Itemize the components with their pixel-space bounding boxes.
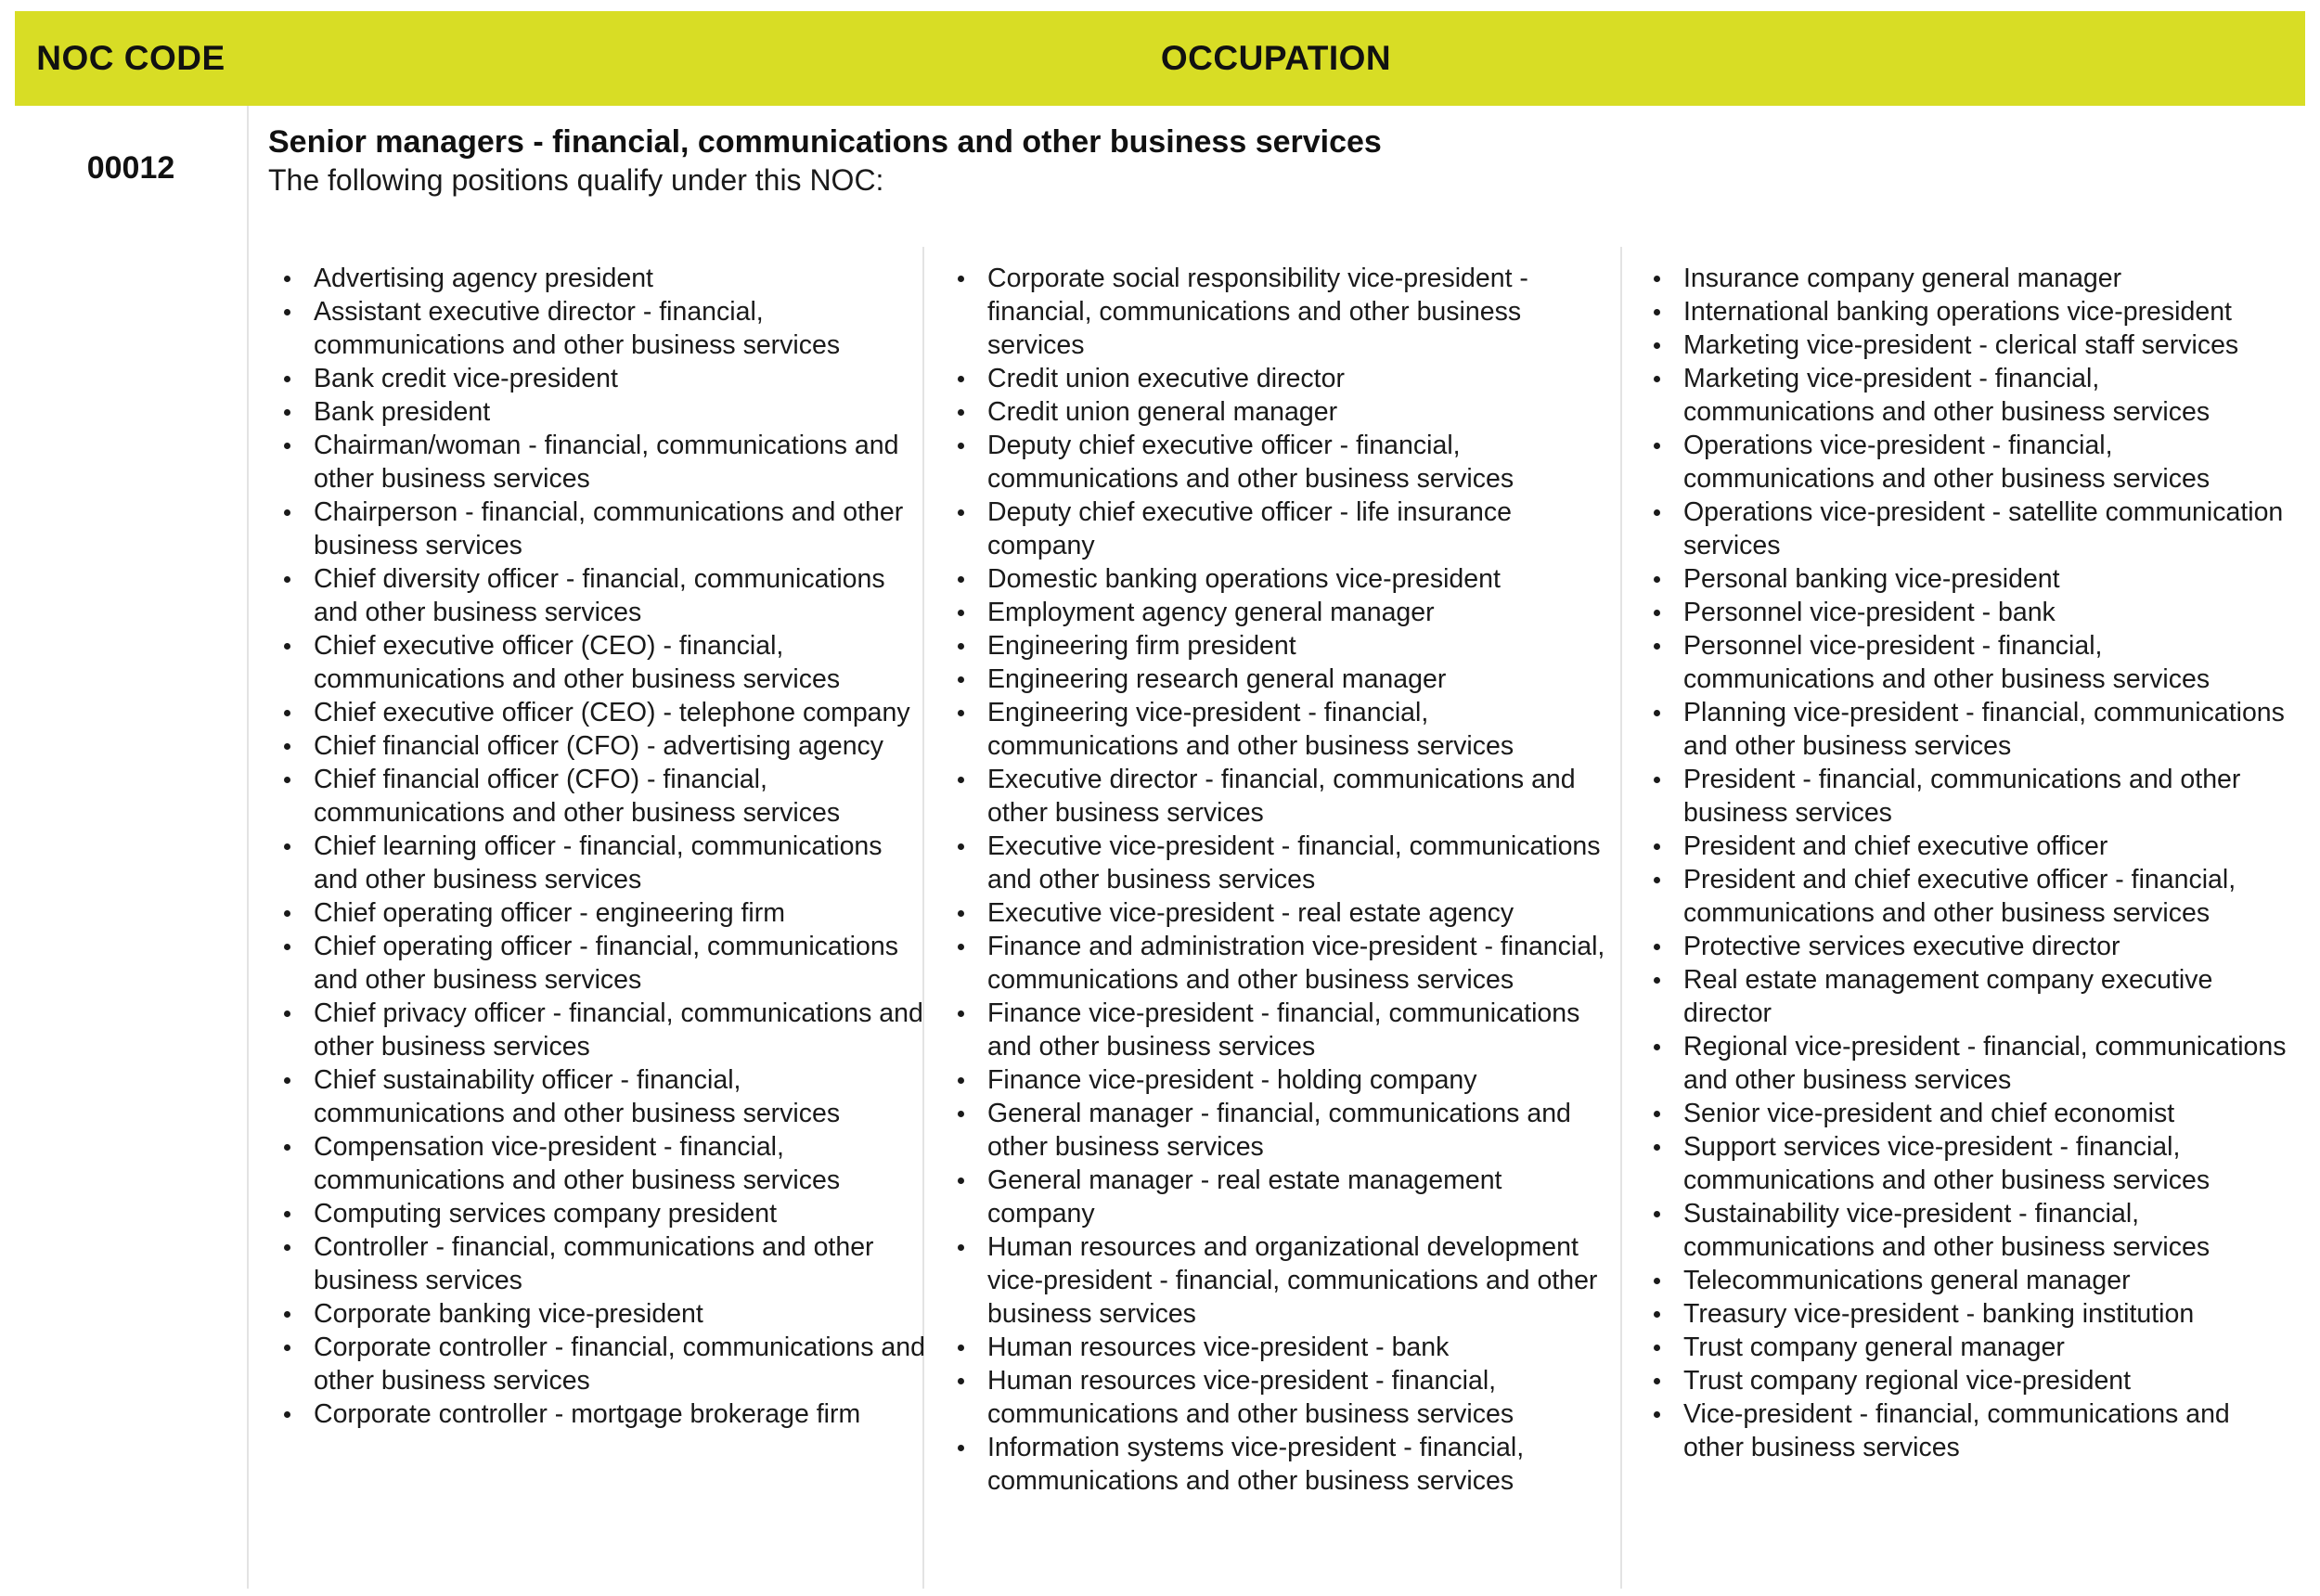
position-item: Chief operating officer - engineering firm <box>273 896 932 930</box>
positions-column-2 <box>947 262 1605 1498</box>
position-item: Engineering vice-president - financial, communications and other business services <box>947 696 1605 763</box>
position-item: General manager - financial, communications and other business services <box>947 1097 1605 1164</box>
position-item: Chief operating officer - financial, communications and other business services <box>273 930 932 997</box>
position-item: Personnel vice-president - bank <box>1643 596 2292 629</box>
position-item: Marketing vice-president - financial, communications and other business services <box>1643 362 2292 429</box>
position-item: Chief diversity officer - financial, communications and other business services <box>273 562 932 629</box>
position-item: Assistant executive director - financial, communications and other business services <box>273 295 932 362</box>
position-item: Controller - financial, communications and other business services <box>273 1230 932 1297</box>
position-item: Finance and administration vice-president - financial, communications and other business services <box>947 930 1605 997</box>
positions-column-1 <box>273 262 932 1431</box>
position-item: Chairperson - financial, communications and other business services <box>273 496 932 562</box>
position-item: Chief executive officer (CEO) - financial, communications and other business services <box>273 629 932 696</box>
noc-code-value: 00012 <box>86 150 175 186</box>
position-item: Chief executive officer (CEO) - telephone company <box>273 696 932 729</box>
position-item: Information systems vice-president - financial, communications and other business services <box>947 1431 1605 1498</box>
position-item: General manager - real estate management company <box>947 1164 1605 1230</box>
position-item: Trust company general manager <box>1643 1331 2292 1364</box>
position-item: Trust company regional vice-president <box>1643 1364 2292 1397</box>
position-item: Deputy chief executive officer - financial, communications and other business services <box>947 429 1605 496</box>
table-body <box>15 106 2305 1589</box>
position-item: Credit union executive director <box>947 362 1605 395</box>
position-item: Human resources and organizational development vice-president - financial, communications and other business services <box>947 1230 1605 1331</box>
position-item: Corporate social responsibility vice-president - financial, communications and other business services <box>947 262 1605 362</box>
position-item: International banking operations vice-president <box>1643 295 2292 328</box>
position-item: Telecommunications general manager <box>1643 1264 2292 1297</box>
position-item: Treasury vice-president - banking institution <box>1643 1297 2292 1331</box>
position-item: Engineering firm president <box>947 629 1605 663</box>
position-item: Chief financial officer (CFO) - financial, communications and other business services <box>273 763 932 830</box>
position-item: Engineering research general manager <box>947 663 1605 696</box>
position-item: Executive vice-president - financial, communications and other business services <box>947 830 1605 896</box>
position-item: Corporate controller - financial, communications and other business services <box>273 1331 932 1397</box>
position-item: Human resources vice-president - bank <box>947 1331 1605 1364</box>
position-item: President - financial, communications and other business services <box>1643 763 2292 830</box>
position-item: Advertising agency president <box>273 262 932 295</box>
position-item: Credit union general manager <box>947 395 1605 429</box>
position-item: Corporate controller - mortgage brokerage firm <box>273 1397 932 1431</box>
position-item: Chief sustainability officer - financial, communications and other business services <box>273 1063 932 1130</box>
noc-table <box>15 11 2305 1589</box>
position-item: Employment agency general manager <box>947 596 1605 629</box>
position-item: Compensation vice-president - financial, communications and other business services <box>273 1130 932 1197</box>
position-item: Corporate banking vice-president <box>273 1297 932 1331</box>
position-item: Finance vice-president - financial, communications and other business services <box>947 997 1605 1063</box>
position-item: Sustainability vice-president - financial, communications and other business services <box>1643 1197 2292 1264</box>
position-item: Regional vice-president - financial, communications and other business services <box>1643 1030 2292 1097</box>
position-item: Human resources vice-president - financial, communications and other business services <box>947 1364 1605 1431</box>
position-item: Personnel vice-president - financial, communications and other business services <box>1643 629 2292 696</box>
position-item: President and chief executive officer - financial, communications and other business services <box>1643 863 2292 930</box>
position-item: Bank credit vice-president <box>273 362 932 395</box>
position-item: Finance vice-president - holding company <box>947 1063 1605 1097</box>
position-item: Planning vice-president - financial, communications and other business services <box>1643 696 2292 763</box>
position-item: Vice-president - financial, communications and other business services <box>1643 1397 2292 1464</box>
position-item: Computing services company president <box>273 1197 932 1230</box>
position-item: Protective services executive director <box>1643 930 2292 963</box>
position-item: Deputy chief executive officer - life insurance company <box>947 496 1605 562</box>
position-item: President and chief executive officer <box>1643 830 2292 863</box>
position-item: Operations vice-president - satellite communication services <box>1643 496 2292 562</box>
position-item: Support services vice-president - financial, communications and other business services <box>1643 1130 2292 1197</box>
position-item: Chief learning officer - financial, communications and other business services <box>273 830 932 896</box>
column-divider <box>247 106 249 1589</box>
position-item: Marketing vice-president - clerical staff services <box>1643 328 2292 362</box>
occupation-intro: The following positions qualify under this NOC: <box>268 163 884 197</box>
positions-column-3 <box>1643 262 2292 1464</box>
position-item: Senior vice-president and chief economist <box>1643 1097 2292 1130</box>
position-item: Executive director - financial, communications and other business services <box>947 763 1605 830</box>
column-divider <box>1620 247 1622 1589</box>
header-occupation: OCCUPATION <box>1160 39 1392 77</box>
position-item: Personal banking vice-president <box>1643 562 2292 596</box>
position-item: Domestic banking operations vice-president <box>947 562 1605 596</box>
position-item: Operations vice-president - financial, communications and other business services <box>1643 429 2292 496</box>
position-item: Bank president <box>273 395 932 429</box>
position-item: Chief financial officer (CFO) - advertising agency <box>273 729 932 763</box>
occupation-title: Senior managers - financial, communications and other business services <box>268 124 1382 160</box>
header-noc-code: NOC CODE <box>36 39 226 77</box>
table-header <box>15 11 2305 106</box>
position-item: Chief privacy officer - financial, communications and other business services <box>273 997 932 1063</box>
position-item: Real estate management company executive director <box>1643 963 2292 1030</box>
position-item: Insurance company general manager <box>1643 262 2292 295</box>
position-item: Chairman/woman - financial, communications and other business services <box>273 429 932 496</box>
position-item: Executive vice-president - real estate agency <box>947 896 1605 930</box>
